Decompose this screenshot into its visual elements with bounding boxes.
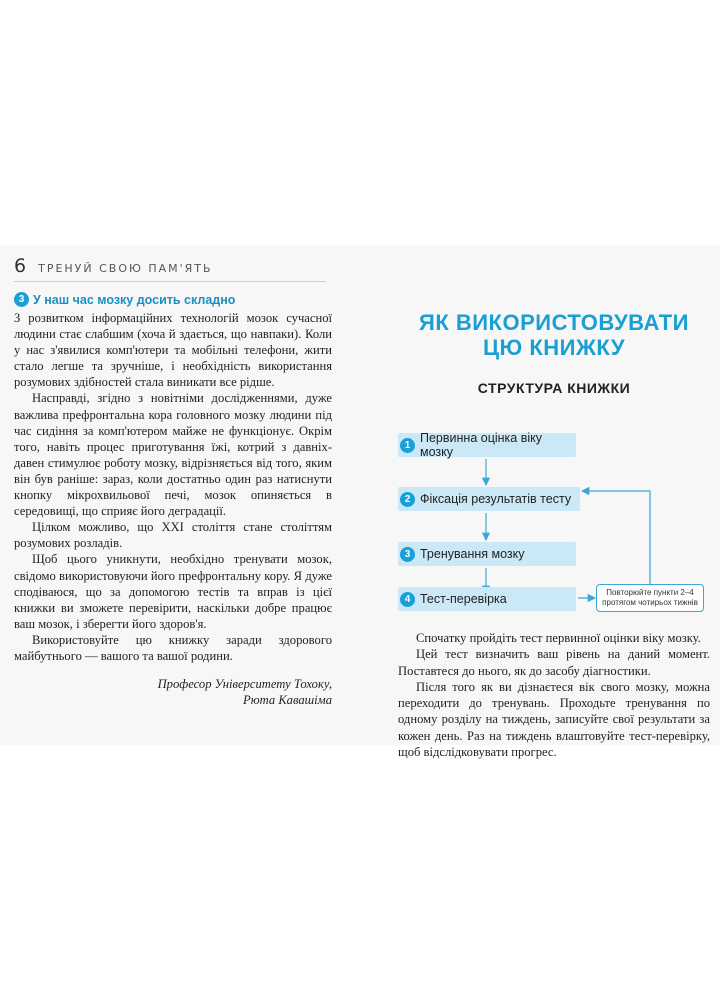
running-title: ТРЕНУЙ СВОЮ ПАМ'ЯТЬ: [38, 262, 213, 275]
flowchart-connectors: [398, 310, 710, 630]
section-heading: [14, 292, 332, 307]
page-number: 6: [14, 255, 27, 277]
step-number-badge: 1: [400, 438, 415, 453]
signature-line-1: Професор Університету Тохоку,: [157, 677, 332, 692]
step-label: Тренування мозку: [420, 547, 525, 561]
flow-step-4: [398, 587, 576, 611]
paragraph: Використовуйте цю книжку заради здорового майбутнього — вашого та вашої родини.: [14, 632, 332, 663]
repeat-note: [596, 584, 704, 612]
paragraph: Спочатку пройдіть тест первинної оцінки віку мозку.: [416, 631, 701, 645]
step-label: Фіксація результатів тесту: [420, 492, 572, 506]
loop-back-arrow: [582, 491, 650, 584]
signature: [14, 676, 332, 708]
paragraph: Щоб цього уникнути, необхідно тренувати мозок, свідомо використовуючи його префронтальну кору. Я дуже сподіваюся, що за допомогою тестів та вправ із цієї книжки ви зможете перевірити, наскільки добре працює ваш мозок, і зберегти його здоров'я.: [14, 552, 332, 631]
paragraph: З розвитком інформаційних технологій мозок сучасної людини стає слабшим (хоча й здається, що навпаки). Коли у нас з'явилися комп'ютери та мобільні телефони, жити стало легше та зручніше, і необхідність використання розумових здібностей стала виникати все рідше.: [14, 311, 332, 390]
signature-line-2: Рюта Кавашіма: [243, 693, 332, 708]
repeat-note-line-1: Повторюйте пункти 2–4: [606, 588, 694, 597]
step-label: Тест-перевірка: [420, 592, 507, 606]
right-body: [398, 630, 710, 760]
flow-step-1: [398, 433, 576, 457]
step-number-badge: 3: [400, 547, 415, 562]
structure-subtitle: СТРУКТУРА КНИЖКИ: [477, 380, 631, 396]
step-number-badge: 4: [400, 592, 415, 607]
book-spread: [0, 245, 720, 760]
flow-step-2: [398, 487, 580, 511]
paragraph: Цей тест визначить ваш рівень на даний момент. Поставтеся до нього, як до засобу діагностики.: [398, 647, 710, 678]
chapter-title-line-2: ЦЮ КНИЖКУ: [482, 335, 626, 360]
step-label: Первинна оцінка віку мозку: [420, 431, 542, 459]
flow-step-3: [398, 542, 576, 566]
chapter-title-line-1: ЯК ВИКОРИСТОВУВАТИ: [419, 310, 689, 335]
paragraph: Після того як ви дізнаєтеся вік свого мозку, можна переходити до тренувань. Проходьте тренування по одному розділу на тиждень, записуйте свої результати за кожен день. Раз на тиждень влаштовуйте тест-перевірку, щоб відслідковувати прогрес.: [398, 679, 710, 760]
repeat-note-line-2: протягом чотирьох тижнів: [602, 598, 698, 607]
section-number-badge: 3: [14, 292, 29, 307]
section-title: У наш час мозку досить складно: [33, 292, 236, 307]
paragraph: Цілком можливо, що XXI століття стане століттям розумових розладів.: [14, 520, 332, 551]
running-head: [14, 255, 326, 282]
paragraph: Насправді, згідно з новітніми дослідженнями, дуже важлива префронтальна кора головного мозку людини під час сидіння за комп'ютером майже не функціонує. Окрім того, навіть процес приготування їжі, котрий з давніх-давен стимулює роботу мозку, відрізняється від того, яким він був раніше: зараз, коли достатньо один раз натиснути кнопку мікрохвильової печі, мозок опиняється в середовищі, що сприяє його деградації.: [14, 391, 332, 519]
step-number-badge: 2: [400, 492, 415, 507]
left-page: [14, 255, 332, 708]
